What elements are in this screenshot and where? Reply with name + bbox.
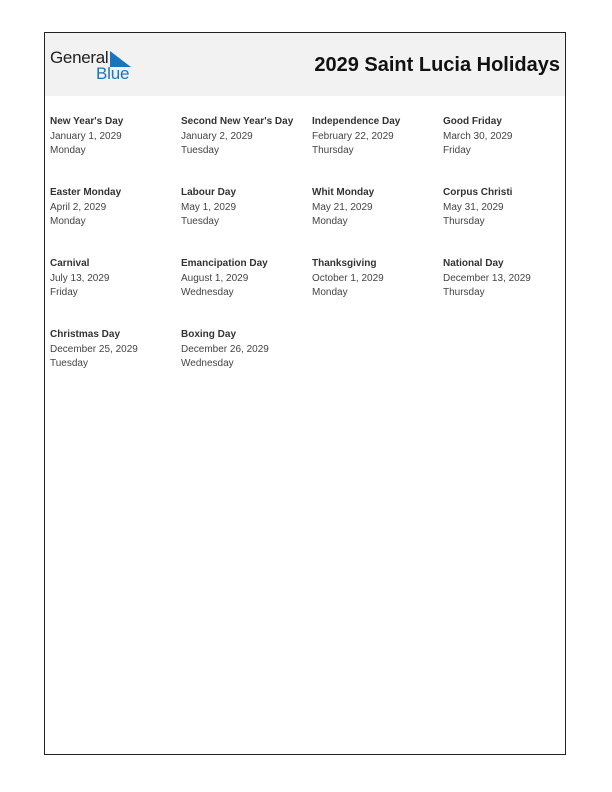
holiday-weekday: Thursday [312,145,354,156]
holiday-name: Carnival [50,258,90,269]
holiday-name: Thanksgiving [312,258,377,269]
holiday-weekday: Tuesday [181,145,219,156]
holiday-card [50,328,181,399]
holiday-date: July 13, 2029 [50,272,110,284]
holiday-date: April 2, 2029 [50,201,107,213]
holiday-card [50,257,181,328]
holiday-weekday: Friday [443,145,471,156]
generalblue-logo [50,48,145,84]
holiday-name: Corpus Christi [443,187,513,198]
holiday-card [181,328,312,399]
holiday-date: December 25, 2029 [50,343,138,355]
holiday-weekday: Friday [50,287,78,298]
holiday-date: August 1, 2029 [181,272,249,284]
holiday-card [443,115,570,186]
holiday-name: Good Friday [443,116,502,127]
holiday-name: Independence Day [312,116,401,127]
holiday-date: December 13, 2029 [443,272,531,284]
logo-word-blue: Blue [96,64,130,83]
holiday-card [443,186,570,257]
holidays-grid [50,115,570,399]
holiday-weekday: Wednesday [181,358,234,369]
holiday-card [50,186,181,257]
holiday-card [181,186,312,257]
holiday-name: Labour Day [181,187,237,198]
holiday-card [50,115,181,186]
page-frame [44,32,566,755]
page-title: 2029 Saint Lucia Holidays [314,54,560,76]
holiday-card [312,257,443,328]
holiday-name: Easter Monday [50,187,122,198]
holiday-weekday: Monday [50,216,86,227]
holiday-name: Whit Monday [312,187,375,198]
holiday-card [312,115,443,186]
holiday-date: May 21, 2029 [312,201,373,213]
holiday-weekday: Wednesday [181,287,234,298]
holiday-card [443,257,570,328]
holiday-date: December 26, 2029 [181,343,269,355]
holiday-name: New Year's Day [50,116,124,127]
holiday-weekday: Monday [312,287,348,298]
holiday-weekday: Tuesday [50,358,88,369]
holiday-name: Second New Year's Day [181,116,294,127]
holiday-name: National Day [443,258,504,269]
holiday-date: May 1, 2029 [181,201,237,213]
holiday-weekday: Tuesday [181,216,219,227]
holiday-date: May 31, 2029 [443,201,504,213]
holiday-weekday: Thursday [443,216,485,227]
holiday-name: Boxing Day [181,329,237,340]
logo-word-general: General [50,48,109,67]
holiday-name: Emancipation Day [181,258,268,269]
holiday-weekday: Thursday [443,287,485,298]
holiday-card [181,257,312,328]
holiday-weekday: Monday [312,216,348,227]
holiday-weekday: Monday [50,145,86,156]
holiday-card [312,186,443,257]
holiday-date: March 30, 2029 [443,130,513,142]
holiday-card [181,115,312,186]
holiday-date: January 1, 2029 [50,130,122,142]
holiday-date: February 22, 2029 [312,130,394,142]
header-band [45,33,565,96]
holiday-name: Christmas Day [50,329,121,340]
holiday-date: October 1, 2029 [312,272,384,284]
holiday-date: January 2, 2029 [181,130,253,142]
